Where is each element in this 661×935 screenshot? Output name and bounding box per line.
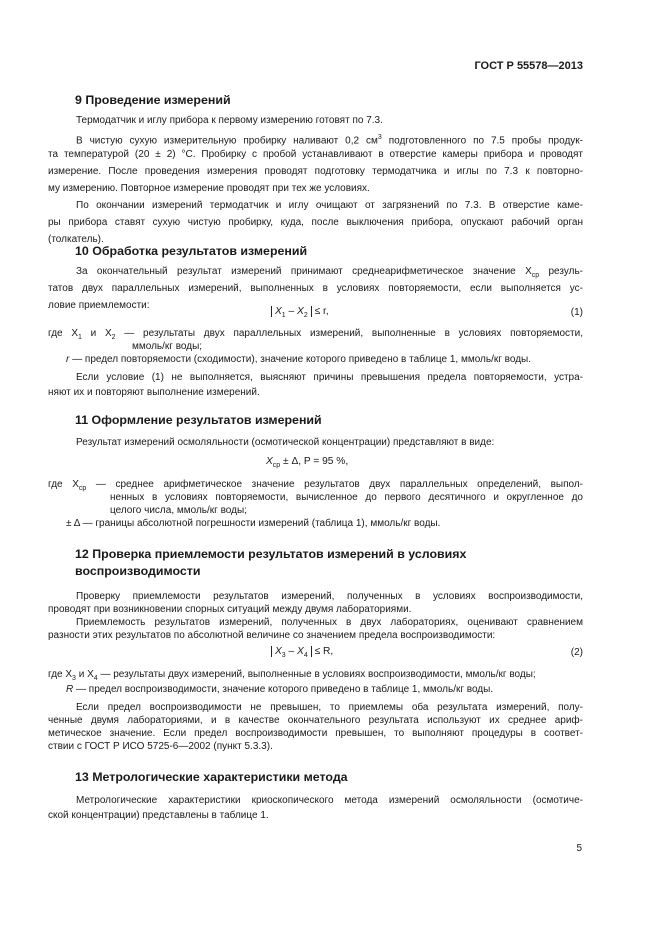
- s12-paragraph-2-line-2: разности этих результатов по абсолютной величине со значением предела воспроизводимости:: [48, 630, 496, 641]
- s9-paragraph-1: Термодатчик и иглу прибора к первому измерению готовят по 7.3.: [76, 115, 383, 126]
- s11-paragraph-1: Результат измерений осмоляльности (осмотической концентрации) представляют в виде:: [76, 437, 495, 448]
- s10-paragraph-1-line-1: За окончательный результат измерений принимают среднеарифметическое значение $X_{ср}$ резуль-: [76, 266, 583, 279]
- s11-where-1-cont-2: целого числа, ммоль/кг воды;: [110, 505, 247, 516]
- s12-paragraph-1-line-2: проводят при возникновении спорных ситуаций между двумя лабораториями.: [48, 604, 412, 615]
- s10-paragraph-1-line-3: ловие приемлемости:: [48, 300, 150, 311]
- s10-where-1: где $X_1$ и $X_2$ — результаты двух параллельных измерений, выполненные в условиях повторяемости,: [48, 328, 583, 341]
- section-12-title-line-2: воспроизводимости: [75, 564, 201, 578]
- s9-paragraph-2-line-3: измерение. После проведения измерения проводят подготовку термодатчика и иглы по 7.3 к повторно-: [48, 166, 583, 177]
- formula-2: $X_3 - X_4 \le R$,: [271, 646, 333, 659]
- s12-paragraph-3-line-3: метическое значение. Если предел воспроизводимости превышен, то выполняют процедуры в соответ-: [48, 728, 583, 739]
- s10-where-1-cont: ммоль/кг воды;: [132, 341, 203, 352]
- section-12-title-line-1: 12 Проверка приемлемости результатов измерений в условиях: [75, 547, 467, 561]
- page-number: 5: [576, 843, 582, 854]
- s10-where-2: r — предел повторяемости (сходимости), значение которого приведено в таблице 1, ммоль/кг воды.: [66, 354, 532, 365]
- s9-paragraph-3-line-3: (толкатель).: [48, 234, 104, 245]
- s9-paragraph-2-line-4: му измерению. Повторное измерение проводят при тех же условиях.: [48, 183, 370, 194]
- s12-paragraph-1-line-1: Проверку приемлемости результатов измерений, полученных в условиях воспроизводимости,: [76, 591, 583, 602]
- s10-paragraph-1-line-2: татов двух параллельных измерений, выполненных в условиях повторяемости, если выполняется ус-: [48, 283, 583, 294]
- s12-paragraph-3-line-2: ченные двумя лабораториями, и в качестве окончательного результата используют их среднее ариф-: [48, 715, 583, 726]
- document-header: ГОСТ Р 55578—2013: [474, 60, 583, 72]
- s12-where-1: где $X_3$ и $X_4$ — результаты двух измерений, выполненные в условиях воспроизводимости, ммоль/кг воды;: [48, 669, 536, 682]
- s11-where-1-cont-1: ненных в условиях повторяемости, вычисленное до первого десятичного и округленное до: [110, 492, 583, 503]
- s11-where-1: где $X_{ср}$ — среднее арифметическое значение результатов двух параллельных определений, выпол-: [48, 479, 584, 492]
- formula-1: $X_1 - X_2 \le r$,: [271, 306, 329, 319]
- s12-paragraph-3-line-4: ствии с ГОСТ Р ИСО 5725-6—2002 (пункт 5.3.3).: [48, 741, 273, 752]
- s10-paragraph-2-line-1: Если условие (1) не выполняется, выясняют причины превышения предела повторяемости, устра-: [76, 372, 583, 383]
- section-13-title: 13 Метрологические характеристики метода: [75, 770, 348, 784]
- formula-2-number: (2): [570, 647, 583, 658]
- s9-paragraph-3-line-1: По окончании измерений термодатчик и иглу очищают от загрязнений по 7.3. В отверстие каме-: [76, 200, 583, 211]
- s9-paragraph-3-line-2: ры прибора ставят сухую чистую пробирку, куда, после выключения прибора, опускают рабочий орган: [48, 217, 583, 228]
- formula-1-number: (1): [570, 307, 583, 318]
- section-11-title: 11 Оформление результатов измерений: [75, 413, 322, 427]
- s9-paragraph-2-line-1: В чистую сухую измерительную пробирку наливают 0,2 $см^3$ подготовленного по 7.5 пробы продук-: [76, 134, 583, 147]
- s13-paragraph-1-line-2: ской концентрации) представлены в таблице 1.: [48, 810, 269, 821]
- s12-paragraph-3-line-1: Если предел воспроизводимости не превышен, то приемлемы оба результата измерений, полу-: [76, 702, 583, 713]
- s12-paragraph-2-line-1: Приемлемость результатов измерений, полученных в двух лабораториях, оценивают сравнением: [76, 617, 583, 628]
- s9-paragraph-2-line-2: та температурой (20 ± 2) °С. Пробирку с пробой устанавливают в отверстие камеры прибора и проводят: [48, 149, 583, 160]
- section-10-title: 10 Обработка результатов измерений: [75, 244, 308, 258]
- s13-paragraph-1-line-1: Метрологические характеристики криоскопического метода измерений осмоляльности (осмотиче-: [76, 795, 583, 806]
- formula-result: $X_{ср} \pm \Delta$, P = 95 %,: [266, 456, 349, 470]
- s11-where-2: ± Δ — границы абсолютной погрешности измерений (таблица 1), ммоль/кг воды.: [66, 518, 441, 529]
- s10-paragraph-2-line-2: няют их и повторяют выполнение измерений.: [48, 387, 260, 398]
- s12-where-2: R — предел воспроизводимости, значение которого приведено в таблице 1, ммоль/кг воды.: [66, 684, 494, 695]
- section-9-title: 9 Проведение измерений: [75, 93, 231, 107]
